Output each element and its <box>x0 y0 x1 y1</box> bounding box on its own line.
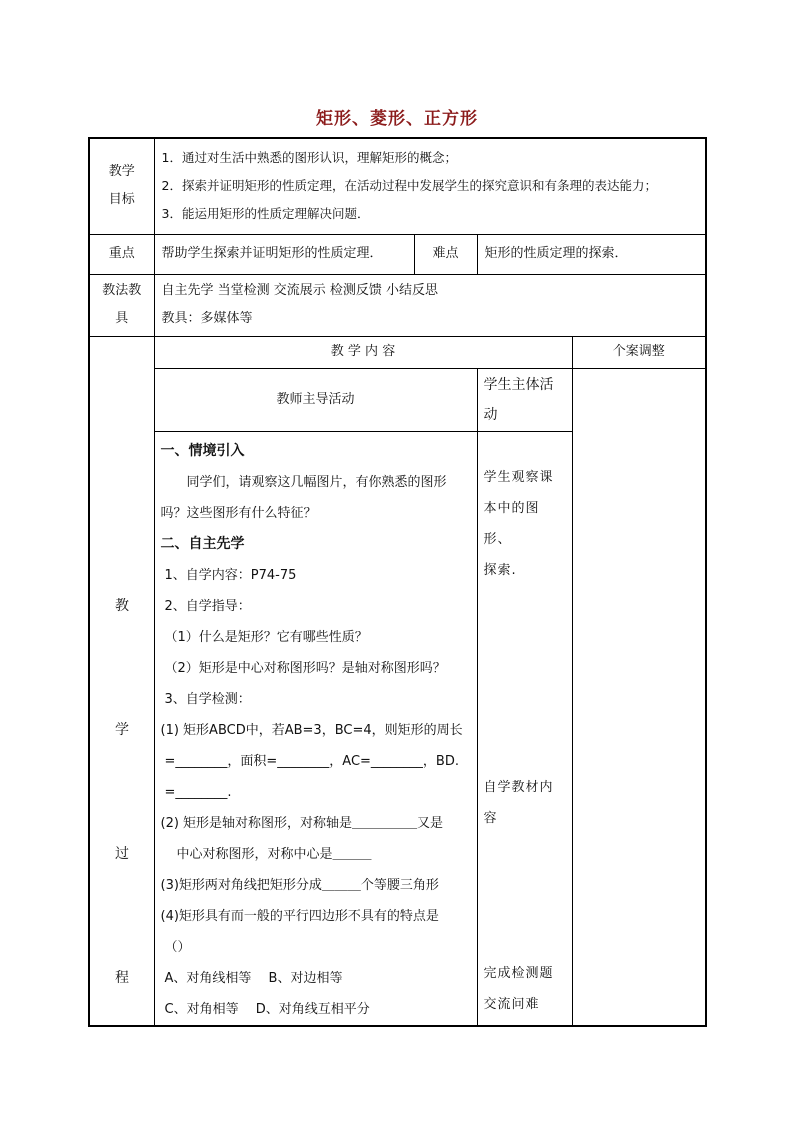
text-line: (3)矩形两对角线把矩形分成＿＿＿个等腰三角形 <box>160 877 439 893</box>
text-line: （2）矩形是中心对称图形吗？是轴对称图形吗？ <box>164 660 446 676</box>
goal-item: 3．能运用矩形的性质定理解决问题． <box>161 206 370 222</box>
methods-label: 教法教 具 <box>89 274 154 336</box>
text-line: C、对角相等 D、对角线互相平分 <box>164 1001 370 1017</box>
student-line: 容 <box>483 810 498 826</box>
difficulty-label: 难点 <box>414 234 477 274</box>
student-line: 完成检测题 <box>483 965 554 981</box>
text-line: (4)矩形具有而一般的平行四边形不具有的特点是 <box>160 908 439 924</box>
process-header-row <box>89 336 706 368</box>
goal-item: 2．探索并证明矩形的性质定理，在活动过程中发展学生的探究意识和有条理的表达能力； <box>161 178 657 194</box>
key-points-label: 重点 <box>89 234 154 274</box>
teacher-activity <box>154 431 477 1026</box>
section-heading: 二、自主先学 <box>160 535 245 552</box>
methods-content: 自主先学 当堂检测 交流展示 检测反馈 小结反思 教具：多媒体等 <box>154 274 706 336</box>
content-header: 教 学 内 容 <box>154 336 572 368</box>
student-line: 学生观察课 <box>483 469 554 485</box>
adjust-cell <box>572 368 706 1026</box>
text-line: 吗？这些图形有什么特征？ <box>160 505 317 521</box>
text-line: 同学们，请观察这几幅图片，有你熟悉的图形 <box>186 474 447 490</box>
goal-item: 1．通过对生活中熟悉的图形认识，理解矩形的概念； <box>161 150 457 166</box>
goals-label: 教学 目标 <box>89 138 154 234</box>
student-header: 学生主体活 动 <box>477 368 572 431</box>
lesson-plan-table <box>88 137 707 1027</box>
student-line: 本中的图形、 <box>483 500 540 547</box>
page-title: 矩形、菱形、正方形 <box>316 109 478 129</box>
difficulty-text: 矩形的性质定理的探索． <box>477 234 706 274</box>
goals-content <box>154 138 706 234</box>
text-line: 1、自学内容：P74-75 <box>164 567 297 583</box>
process-label: 教 学 过 程 <box>89 336 154 1026</box>
text-line: 中心对称图形，对称中心是＿＿＿ <box>176 846 372 862</box>
key-points-row <box>89 234 706 274</box>
student-activity <box>477 431 572 1026</box>
student-line: 自学教材内 <box>483 779 554 795</box>
text-line: （） <box>164 939 191 955</box>
text-line: A、对角线相等 B、对边相等 <box>164 970 343 986</box>
text-line: (2) 矩形是轴对称图形，对称轴是＿＿＿＿＿又是 <box>160 815 444 831</box>
text-line: =________. <box>164 784 232 800</box>
text-line: （1）什么是矩形？它有哪些性质？ <box>164 629 368 645</box>
student-line: 交流问难 <box>483 996 540 1012</box>
text-line: 2、自学指导： <box>164 598 251 614</box>
text-line: 3、自学检测： <box>164 691 251 707</box>
adjust-header: 个案调整 <box>572 336 706 368</box>
student-line: 探索. <box>483 562 517 578</box>
section-heading: 一、情境引入 <box>160 442 245 459</box>
teacher-header: 教师主导活动 <box>154 368 477 431</box>
text-line: (1) 矩形ABCD中，若AB=3，BC=4，则矩形的周长 <box>160 722 463 738</box>
process-subheader-row <box>89 368 706 431</box>
methods-row <box>89 274 706 336</box>
goals-row <box>89 138 706 234</box>
text-line: =________，面积=________，AC=________，BD. <box>164 753 459 769</box>
key-points-text: 帮助学生探索并证明矩形的性质定理． <box>154 234 414 274</box>
